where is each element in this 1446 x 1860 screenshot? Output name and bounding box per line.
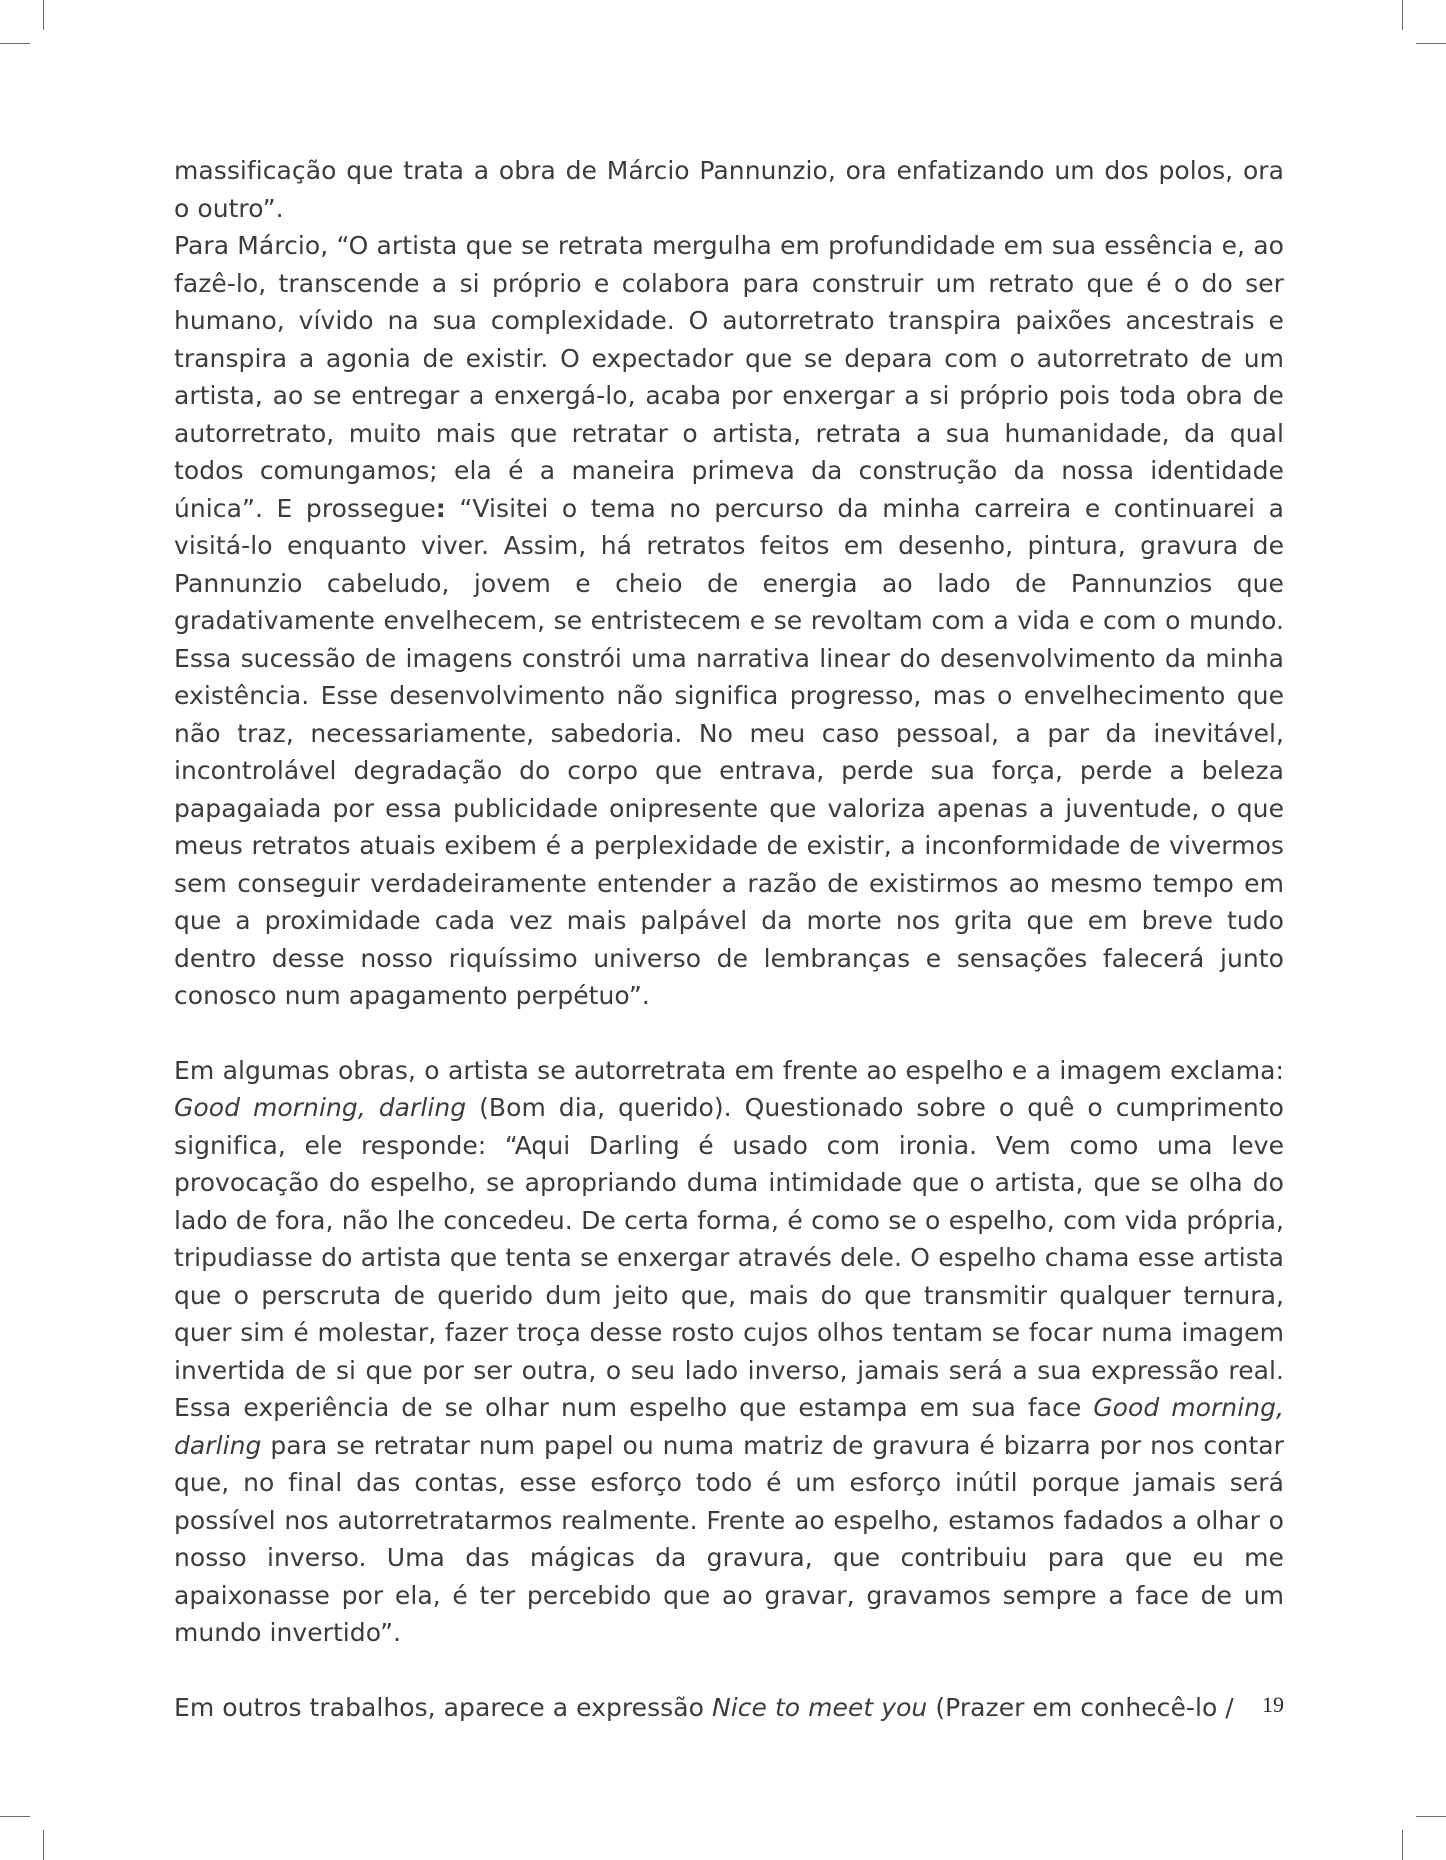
paragraph [174,1052,1284,1652]
text-run: Para Márcio, “O artista que se retrata mergulha em profundidade em sua essência e, ao fazê-lo, transcende a si próprio e colabora para construir um retrato que é o do ser humano, vívido na sua complexidade. O autorretrato transpira paixões ancestrais e transpira a agonia de existir. O expectador que se depara com o autorretrato de um artista, ao se entregar a enxergá-lo, acaba por enxergar a si próprio pois toda obra de autorretrato, muito mais que retratar o artista, retrata a sua humanidade, da qual todos comungamos; ela é a maneira primeva da construção da nossa identidade única”. E prossegue [174,231,1284,523]
page-number: 19 [1262,1692,1284,1717]
text-run: (Bom dia, querido). Questionado sobre o quê o cumprimento significa, ele responde: “Aqui Darling é usado com ironia. Vem como uma leve provocação do espelho, se apropriando duma intimidade que o artista, que se olha do lado de fora, não lhe concedeu. De certa forma, é como se o espelho, com vida própria, tripudiasse do artista que tenta se enxergar através dele. O espelho chama esse artista que o perscruta de querido dum jeito que, mais do que transmitir qualquer ternura, quer sim é molestar, fazer troça desse rosto cujos olhos tentam se focar numa imagem invertida de si que por ser outra, o seu lado inverso, jamais será a sua expressão real. Essa experiência de se olhar num espelho que estampa em sua face [174,1093,1284,1422]
text-run-italic: Nice to meet you [711,1692,928,1722]
paragraph [174,227,1284,1015]
crop-mark-top-right-horizontal [1416,43,1446,44]
text-run: “Visitei o tema no percurso da minha carreira e continuarei a visitá-lo enquanto viver. Assim, há retratos feitos em desenho, pintura, gravura de Pannunzio cabeludo, jovem e cheio de energia ao lado de Pannunzios que gradativamente envelhecem, se entristecem e se revoltam com a vida e com o mundo. Essa sucessão de imagens constrói uma narrativa linear do desenvolvimento da minha existência. Esse desenvolvimento não significa progresso, mas o envelhecimento que não traz, necessariamente, sabedoria. No meu caso pessoal, a par da inevitável, incontrolável degradação do corpo que entrava, perde sua força, perde a beleza papagaiada por essa publicidade onipresente que valoriza apenas a juventude, o que meus retratos atuais exibem é a perplexidade de existir, a inconformidade de vivermos sem conseguir verdadeiramente entender a razão de existirmos ao mesmo tempo em que a proximidade cada vez mais palpável da morte nos grita que em breve tudo dentro desse nosso riquíssimo universo de lembranças e sensações falecerá junto conosco num apagamento perpétuo”. [174,493,1284,1010]
text-run: (Prazer em conhecê-lo / [927,1692,1234,1722]
crop-mark-bottom-left-vertical [43,1830,44,1860]
crop-mark-top-left-vertical [43,0,44,30]
crop-mark-bottom-left-horizontal [0,1816,30,1817]
text-run: para se retratar num papel ou numa matriz de gravura é bizarra por nos contar que, no final das contas, esse esforço todo é um esforço inútil porque jamais será possível nos autorretratarmos realmente. Frente ao espelho, estamos fadados a olhar o nosso inverso. Uma das mágicas da gravura, que contribuiu para que eu me apaixonasse por ela, é ter percebido que ao gravar, gravamos sempre a face de um mundo invertido”. [174,1430,1284,1647]
text-run-italic: Good morning, darling [174,1093,467,1122]
text-run: Em outros trabalhos, aparece a expressão [174,1692,712,1722]
body-text [174,152,1284,1726]
paragraph [174,1689,1284,1727]
text-run-italic: Good morning, darling [174,1393,1285,1460]
text-run-bold: : [435,493,446,523]
crop-mark-bottom-right-vertical [1402,1830,1403,1860]
crop-mark-bottom-right-horizontal [1416,1816,1446,1817]
crop-mark-top-left-horizontal [0,43,30,44]
paragraph: massificação que trata a obra de Márcio Pannunzio, ora enfatizando um dos polos, ora o outro”. [174,156,1284,223]
crop-mark-top-right-vertical [1402,0,1403,30]
text-run: Em algumas obras, o artista se autorretrata em frente ao espelho e a imagem exclama: [174,1055,1284,1085]
